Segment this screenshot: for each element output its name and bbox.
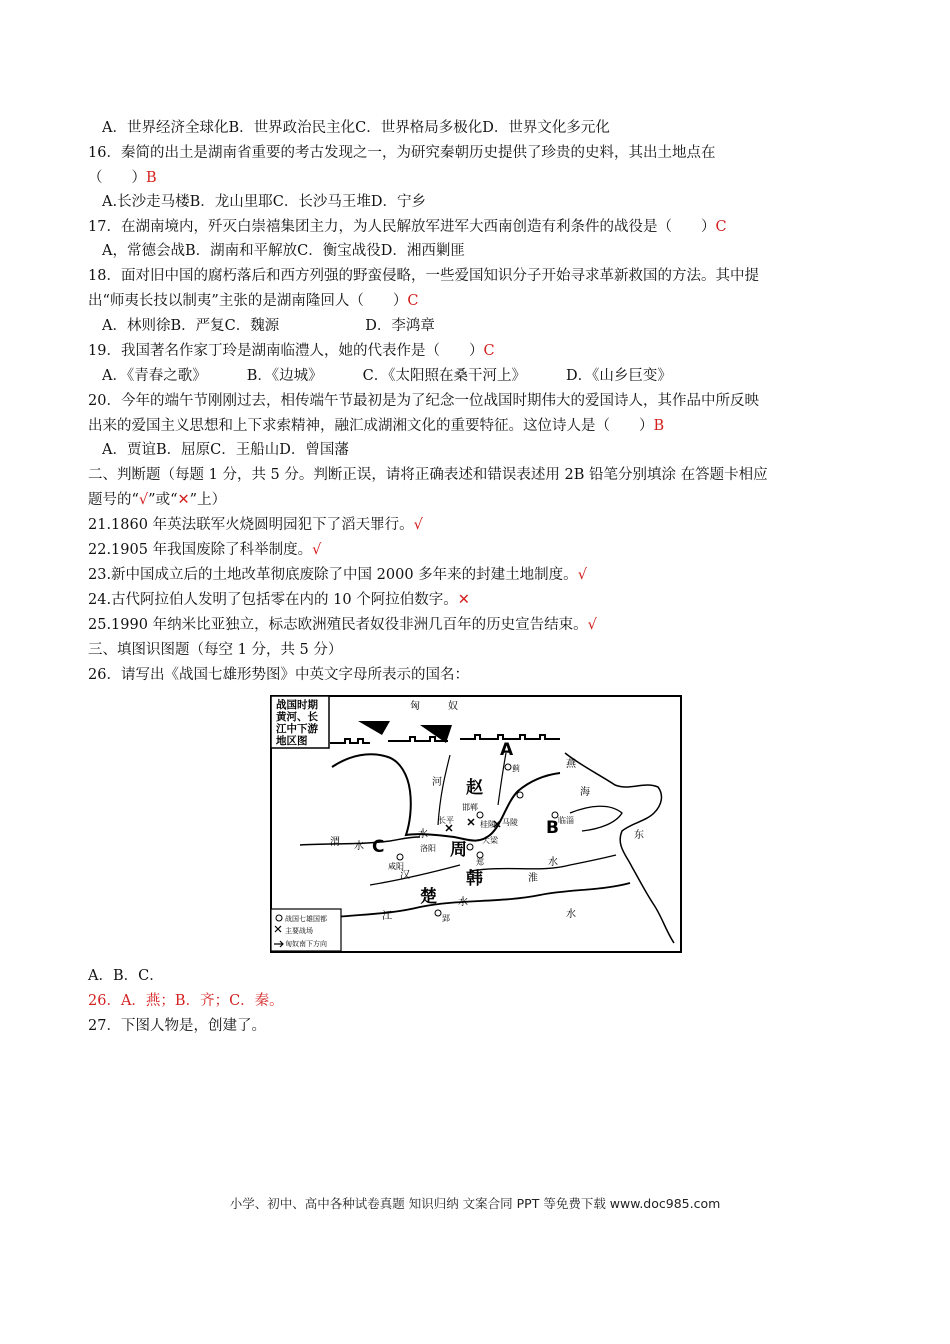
- check-mark-symbol: √: [138, 492, 149, 508]
- warring-states-map: [270, 695, 682, 953]
- judge-text: 22.1905 年我国废除了科举制度。: [88, 542, 313, 558]
- map-legend-item: 战国七雄国都: [285, 915, 327, 923]
- map-title-line: 战国时期: [276, 699, 318, 711]
- judge-item-22: [88, 538, 321, 563]
- section2-title: 二、判断题（每题 1 分，共 5 分。判断正误，请将正确表述和错误表述用 2B 铅笔分别填涂 在答题卡相应: [88, 467, 768, 483]
- judge-mark: √: [413, 517, 423, 533]
- q26-answer: 26．A．燕；B．齐；C．秦。: [88, 993, 284, 1009]
- section2-text: ”上）: [189, 492, 227, 508]
- q27-stem: 27．下图人物是，创建了。: [88, 1018, 266, 1034]
- capital-marker: [435, 910, 441, 916]
- capital-legend-icon: [276, 915, 282, 921]
- section3-title: 三、填图识图题（每空 1 分，共 5 分）: [88, 642, 343, 658]
- q18-line2: [88, 289, 418, 314]
- q26-stem: 26．请写出《战国七雄形势图》中英文字母所表示的国名：: [88, 667, 469, 683]
- q16-blank-line: [88, 166, 157, 191]
- judge-item-25: [88, 613, 597, 638]
- q18-option-d: D．李鸿章: [365, 318, 435, 334]
- q20-options: A．贾谊B．屈原C．王船山D．曾国藩: [102, 442, 349, 458]
- map-label: 长平: [438, 816, 454, 825]
- cross-mark-symbol: ✕: [177, 492, 190, 508]
- map-label-c: C: [372, 837, 385, 857]
- map-label-zhou: 周: [450, 840, 467, 860]
- map-label-zhao: 赵: [466, 778, 483, 798]
- map-label: 燕: [566, 759, 576, 770]
- q18-options-abc: A．林则徐B．严复C．魏源: [102, 318, 280, 334]
- map-label: 水: [354, 841, 364, 852]
- judge-text: 23.新中国成立后的土地改革彻底废除了中国 2000 多年来的封建土地制度。: [88, 567, 578, 583]
- capital-marker: [477, 812, 483, 818]
- section2-text: ”或“: [148, 492, 178, 508]
- map-legend-item: 匈奴南下方向: [285, 940, 327, 948]
- q19-option-a: A．《青春之歌》: [102, 368, 207, 384]
- page-footer: 小学、初中、高中各种试卷真题 知识归纳 文案合同 PPT 等免费下载 www.doc985.com: [229, 1196, 721, 1211]
- q17-answer: C: [715, 219, 727, 235]
- q19-line: [88, 339, 495, 364]
- judge-mark: √: [577, 567, 587, 583]
- map-label-han: 韩: [466, 869, 483, 889]
- q17-options: A，常德会战B．湖南和平解放C．衡宝战役D．湘西剿匪: [102, 243, 465, 259]
- map-label: 大梁: [482, 836, 498, 845]
- q16-blank: （ ）: [88, 170, 146, 186]
- judge-item-21: [88, 513, 423, 538]
- q19-option-d: D．《山乡巨变》: [565, 368, 672, 384]
- q18-options: [88, 314, 435, 339]
- q17-line: [88, 215, 727, 240]
- q16-options: A.长沙走马楼B．龙山里耶C．长沙马王堆D．宁乡: [102, 194, 426, 210]
- map-label: 蓟: [512, 764, 520, 773]
- q19-option-c: C．《太阳照在桑干河上》: [362, 368, 526, 384]
- capital-marker: [467, 844, 473, 850]
- judge-text: 24.古代阿拉伯人发明了包括零在内的 10 个阿拉伯数字。: [88, 592, 458, 608]
- capital-marker: [505, 764, 511, 770]
- map-label: 渭: [330, 837, 340, 848]
- map-label: 汉: [400, 870, 410, 881]
- q20-answer: B: [653, 418, 665, 434]
- map-label-b: B: [546, 818, 559, 838]
- q18-stem: 18．面对旧中国的腐朽落后和西方列强的野蛮侵略，一些爱国知识分子开始寻求革新救国的方法。其中提: [88, 268, 759, 284]
- map-label-a: A: [500, 740, 514, 760]
- q18-answer: C: [407, 293, 419, 309]
- capital-marker: [517, 792, 523, 798]
- q20-stem2: 出来的爱国主义思想和上下求索精神，融汇成湖湘文化的重要特征。这位诗人是（ ）: [88, 418, 654, 434]
- map-label: 水: [566, 909, 576, 920]
- map-label: 郢: [442, 914, 450, 923]
- map-label: 河: [432, 777, 442, 788]
- map-label: 海: [580, 787, 590, 798]
- judge-mark: √: [312, 542, 322, 558]
- judge-item-24: [88, 588, 470, 613]
- map-title-line: 黄河、长: [276, 711, 318, 723]
- map-title-line: 江中下游: [276, 723, 318, 735]
- map-label: 咸阳: [388, 862, 404, 871]
- q18-stem2: 出“师夷长技以制夷”主张的是湖南隆回人（ ）: [88, 293, 408, 309]
- q20-line2: [88, 414, 664, 439]
- q19-options: [88, 364, 672, 389]
- map-title-line: 地区图: [276, 735, 308, 747]
- map-label: 淮: [528, 873, 538, 884]
- map-label-chu: 楚: [420, 887, 437, 907]
- q20-stem: 20．今年的端午节刚刚过去，相传端午节最初是为了纪念一位战国时期伟大的爱国诗人，其作品中所反映: [88, 393, 759, 409]
- q26-blanks: A．B．C．: [88, 968, 164, 984]
- map-label: 水: [458, 897, 468, 908]
- map-label: 临淄: [558, 816, 574, 825]
- judge-text: 21.1860 年英法联军火烧圆明园犯下了滔天罪行。: [88, 517, 414, 533]
- judge-mark: √: [587, 617, 597, 633]
- map-label: 马陵: [502, 818, 518, 827]
- q19-answer: C: [483, 343, 495, 359]
- q17-stem: 17．在湖南境内，歼灭白崇禧集团主力，为人民解放军进军大西南创造有利条件的战役是（ ）: [88, 219, 716, 235]
- map-legend-item: 主要战场: [285, 927, 313, 935]
- map-label: 水: [548, 857, 558, 868]
- judge-item-23: [88, 563, 587, 588]
- judge-mark: ✕: [457, 592, 470, 608]
- map-label: 江: [382, 911, 392, 922]
- map-label: 水: [418, 829, 428, 840]
- q19-stem: 19．我国著名作家丁玲是湖南临澧人，她的代表作是（ ）: [88, 343, 484, 359]
- map-label: 洛阳: [420, 844, 436, 853]
- section2-title-line2: [88, 488, 226, 513]
- map-label: 东: [634, 830, 644, 841]
- section2-text: 题号的“: [88, 492, 139, 508]
- map-label: 匈: [410, 701, 420, 712]
- q16-stem: 16．秦简的出土是湖南省重要的考古发现之一，为研究秦朝历史提供了珍贵的史料，其出土地点在: [88, 145, 716, 161]
- map-label: 郑: [476, 858, 484, 867]
- capital-marker: [397, 854, 403, 860]
- map-label: 邯郸: [462, 803, 478, 812]
- judge-text: 25.1990 年纳米比亚独立，标志欧洲殖民者奴役非洲几百年的历史宣告结束。: [88, 617, 588, 633]
- map-label: 奴: [448, 701, 458, 712]
- map-label: 桂陵: [480, 820, 496, 829]
- q15-options: A．世界经济全球化B．世界政治民主化C．世界格局多极化D．世界文化多元化: [102, 120, 610, 136]
- q19-option-b: B．《边城》: [246, 368, 323, 384]
- q16-answer: B: [146, 170, 157, 186]
